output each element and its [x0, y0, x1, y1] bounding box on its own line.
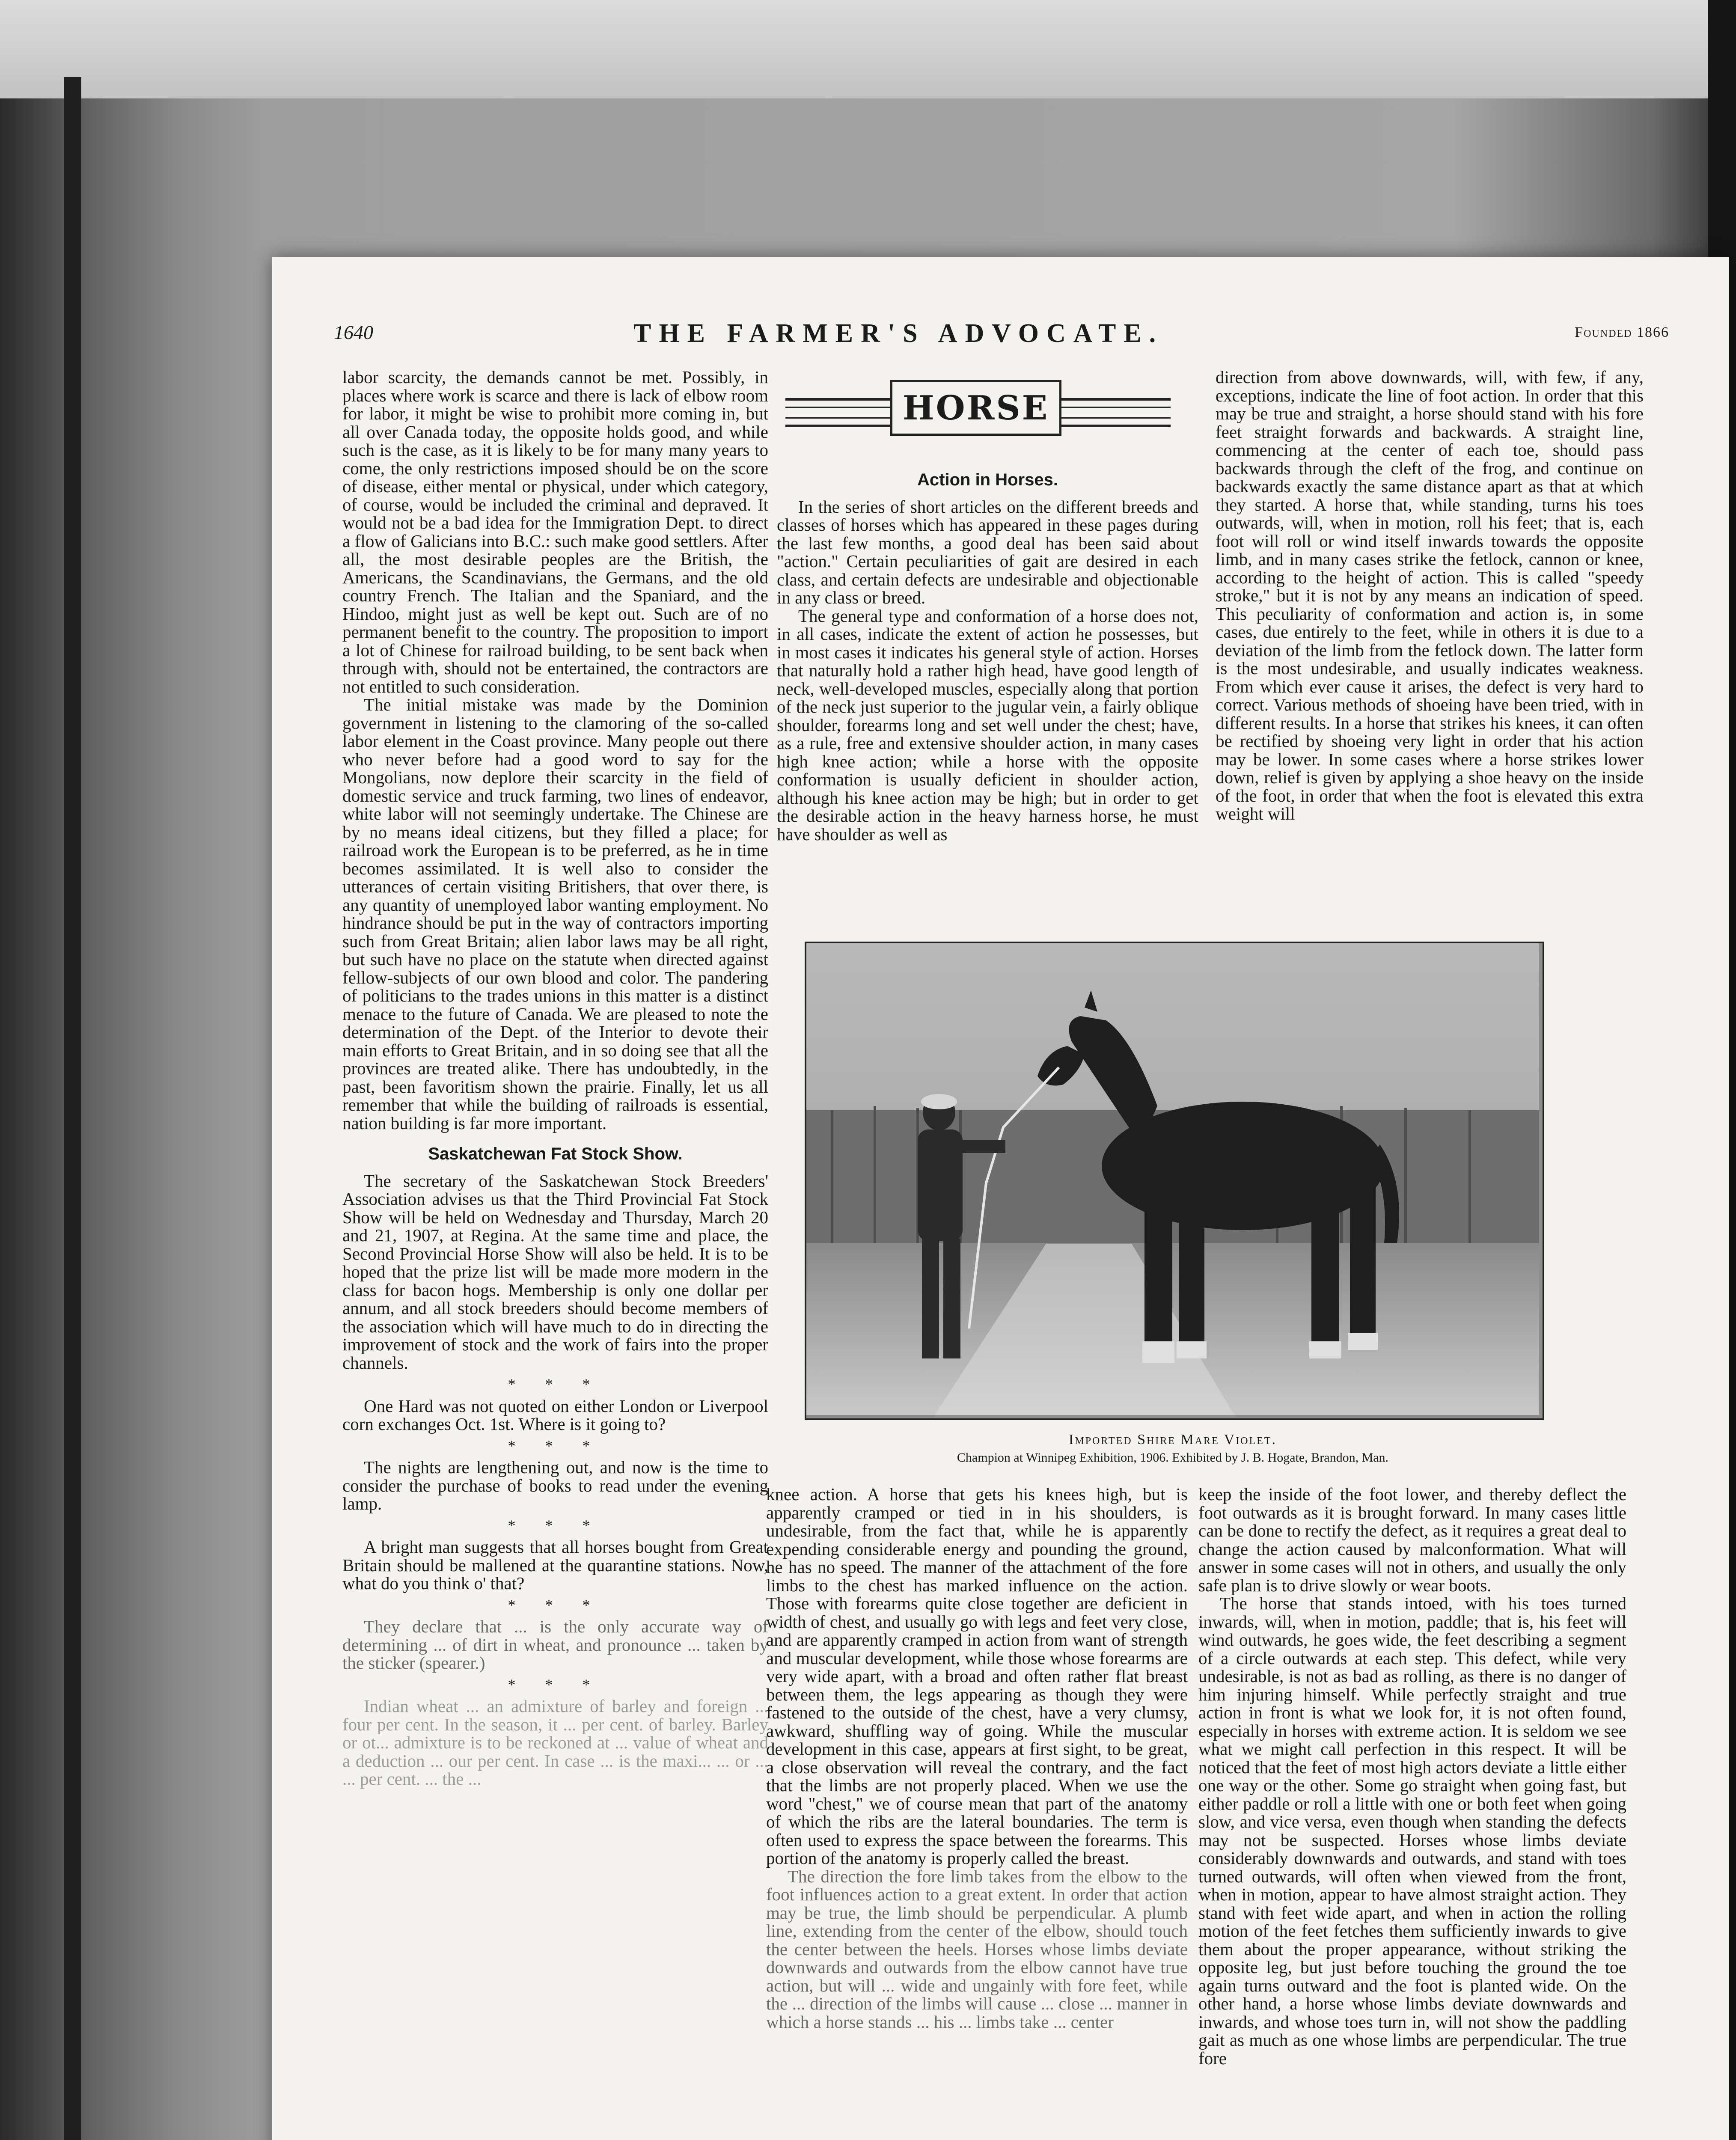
section-banner [785, 372, 1171, 449]
horse-photograph [805, 942, 1544, 1420]
article-heading: Action in Horses. [917, 471, 1058, 489]
separator: * * * [508, 1376, 603, 1393]
caption-title: Imported Shire Mare Violet. [1069, 1432, 1277, 1447]
masthead-title: THE FARMER'S ADVOCATE. [633, 319, 1164, 348]
running-head [334, 321, 1669, 360]
column-middle-bottom [766, 1485, 1188, 2140]
news-note: Indian wheat ... an admixture of barley and foreign ... four per cent. In the season, it ... per cent. of barley. Barley or ot... admixture is to be reckoned at ... value of wheat and a deduction ... our per cent. In case ... is the maxi... ... or ... ... per cent. ... the ... [342, 1696, 768, 1789]
column-middle-top [777, 471, 1198, 924]
article-paragraph: In the series of short articles on the different breeds and classes of horses which has appeared in these pages during the last few months, a good deal has been said about "action." Certain peculiarities of gait are desired in each class, and certain defects are undesirable and objectionable in any class or breed. [777, 496, 1198, 607]
scan-top-margin [0, 0, 1736, 98]
news-note: One Hard was not quoted on either London or Liverpool corn exchanges Oct. 1st. Where is it going to? [342, 1396, 768, 1434]
founded-year: Founded 1866 [1575, 324, 1669, 340]
news-note: A bright man suggests that all horses bought from Great Britain should be mallened at the quarantine stations. Now, what do you think o' that? [342, 1537, 768, 1593]
column-right-top [1216, 368, 1644, 924]
article-paragraph: labor scarcity, the demands cannot be met. Possibly, in places where work is scarce and there is lack of elbow room for labor, it might be wise to prohibit more coming in, but all over Canada today, the opposite holds good, and while such is the case, as it is likely to be for many many years to come, the only restrictions imposed should be on the score of disease, either mental or physical, under which category, of course, would be included the criminal and depraved. It would not be a bad idea for the Immigration Dept. to direct a flow of Galicians into B.C.: such make good settlers. After all, the most desirable peoples are the British, the Americans, the Scandinavians, the Germans, and the old country French. The Italian and the Spaniard, and the Hindoo, might just as well be kept out. Such are of no permanent benefit to the country. The proposition to import a lot of Chinese for railroad building, to be sent back when through with, should not be entertained, the contractors are not entitled to such consideration. [342, 368, 768, 696]
article-paragraph: The horse that stands intoed, with his toes turned inwards, will, when in motion, paddle; that is, his feet will wind outwards, he goes wide, the feet describing a segment of a circle outwards at each step. This defect, while very undesirable, is not as bad as rolling, as there is no danger of him injuring himself. While perfectly straight and true action in front is what we look for, it is not often found, especially in horses with extreme action. It is seldom we see what we might call perfection in this respect. It will be noticed that the feet of most high actors deviate a little either one way or the other. Some go straight when going fast, but either paddle or roll a little with one or both feet when going slow, and vice versa, even though when standing the defects may not be suspected. Horses whose limbs deviate considerably downwards and outwards, and stand with toes turned outwards, will often when viewed from the front, when in motion, appear to have almost straight action. They stand with feet wide apart, and when in action the rolling motion of the feet fetches them sufficiently inwards to give them about the proper appearance, without striking the opposite leg, but just before touching the ground the toe again turns outward and the foot is planted wide. On the other hand, a horse whose limbs deviate downwards and inwards, and whose toes turn in, will not show the paddling gait as much as one whose limbs are perpendicular. The true fore [1198, 1593, 1626, 2068]
news-note: They declare that ... is the only accurate way of determining ... of dirt in wheat, and pronounce ... taken by the sticker (spearer.) [342, 1617, 768, 1673]
column-left [342, 368, 768, 2140]
article-paragraph: The direction the fore limb takes from the elbow to the foot influences action to a great extent. In order that action may be true, the limb should be perpendicular. A plumb line, extending from the center of the elbow, should touch the center between the heels. Horses whose limbs deviate downwards and outwards from the elbow cannot have true action, but will ... wide and ungainly with fore feet, while the ... direction of the limbs will cause ... close ... manner in which a horse stands ... his ... limbs take ... center [766, 1866, 1188, 2032]
article-paragraph: The general type and conformation of a horse does not, in all cases, indicate the extent of action he possesses, but in most cases it indicates his general style of action. Horses that naturally hold a rather high head, have good length of neck, well-developed muscles, especially along that portion of the neck just superior to the jugular vein, a fairly oblique shoulder, forearms long and set well under the chest; have, as a rule, free and extensive shoulder action, in many cases high knee action; while a horse with the opposite conformation is usually deficient in shoulder action, although his knee action may be high; but in order to get the desirable action in the heavy harness horse, he must have shoulder as well as [777, 606, 1198, 844]
separator: * * * [508, 1676, 603, 1693]
banner-title: HORSE [890, 380, 1061, 436]
article-paragraph: direction from above downwards, will, with few, if any, exceptions, indicate the line of foot action. In order that this may be true and straight, a horse should stand with his fore feet straight forwards and backwards. A straight line, commencing at the center of each toe, should pass backwards through the cleft of the frog, and continue on backwards exactly the same distance apart as that at which they started. A horse that, while standing, turns his toes outwards, will, when in motion, roll his feet; that is, each foot will roll or wind itself inwards towards the opposite limb, and in many cases strike the fetlock, cannon or knee, according to the height of action. This is called "speedy stroke," but it is not by any means an indication of speed. This peculiarity of conformation and action is, in some cases, due entirely to the feet, while in others it is due to a deviation of the limb from the fetlock down. The latter form is the most undesirable, and usually indicates weakness. From which ever cause it arises, the defect is very hard to correct. Various methods of shoeing have been tried, with in different results. In a horse that strikes his knees, it can often be rectified by shoeing very light in order that his action may be lower. In some cases where a horse strikes lower down, relief is given by applying a shoe heavy on the inside of the foot, in order that when the foot is elevated this extra weight will [1216, 368, 1644, 823]
section-heading: Saskatchewan Fat Stock Show. [428, 1144, 683, 1163]
horse-photo-illustration [806, 943, 1539, 1415]
film-edge-left [64, 77, 81, 2140]
news-note: The nights are lengthening out, and now is the time to consider the purchase of books to read under the evening lamp. [342, 1457, 768, 1513]
article-paragraph: The initial mistake was made by the Dominion government in listening to the clamoring of the so-called labor element in the Coast province. Many people out there who never before had a good word to say for the Mongolians, now deplore their scarcity in the field of domestic service and truck farming, two lines of endeavor, white labor will not seemingly undertake. The Chinese are by no means ideal citizens, but they filled a place; for railroad work the European is to be preferred, as he in time becomes assimilated. It is well also to consider the utterances of certain visiting Britishers, that over there, is any quantity of unemployed labor wanting employment. No hindrance should be put in the way of contractors importing such from Great Britain; alien labor laws may be all right, but such have no place on the statute when directed against fellow-subjects of our own blood and color. The pandering of politicians to the trades unions in this matter is a distinct menace to the future of Canada. We are pleased to note the determination of the Dept. of the Interior to devote their main efforts to Great Britain, and in so doing see that all the provinces are treated alike. There has undoubtedly, in the past, been favoritism shown the prairie. Finally, let us all remember that while the building of railroads is essential, nation building is far more important. [342, 695, 768, 1133]
separator: * * * [508, 1437, 603, 1454]
column-right-bottom [1198, 1485, 1626, 2140]
photo-caption [805, 1432, 1541, 1465]
separator: * * * [508, 1516, 603, 1534]
caption-subtitle: Champion at Winnipeg Exhibition, 1906. Exhibited by J. B. Hogate, Brandon, Man. [957, 1450, 1389, 1465]
separator: * * * [508, 1596, 603, 1614]
article-paragraph: knee action. A horse that gets his knees high, but is apparently cramped or tied in in his shoulders, is undesirable, from the fact that, while he is apparently expending considerable energy and pounding the ground, he has no speed. The manner of the attachment of the fore limbs to the chest has marked influence on the action. Those with forearms quite close together are deficient in width of chest, and usually go with legs and feet very close, and are apparently cramped in action from want of strength and muscular development, while those whose forearms are very wide apart, with a broad and often rather flat breast between them, the legs appearing as though they were fastened to the outside of the chest, have a very clumsy, awkward, shuffling way of going. While the muscular development in this case, appears at first sight, to be great, a close observation will reveal the contrary, and the fact that the limbs are not properly placed. When we use the word "chest," we of course mean that part of the anatomy of which the ribs are the lateral boundaries. The term is often used to express the space between the forearms. This portion of the anatomy is properly called the breast. [766, 1485, 1188, 1868]
page-number: 1640 [334, 321, 373, 343]
article-paragraph: keep the inside of the foot lower, and thereby deflect the foot outwards as it is brought forward. In many cases little can be done to rectify the defect, as it requires a great deal to change the action caused by malconformation. What will answer in some cases will not in others, and usually the only safe plan is to drive slowly or wear boots. [1198, 1485, 1626, 1595]
article-paragraph: The secretary of the Saskatchewan Stock Breeders' Association advises us that the Third Provincial Fat Stock Show will be held on Wednesday and Thursday, March 20 and 21, 1907, at Regina. At the same time and place, the Second Provincial Horse Show will also be held. It is to be hoped that the prize list will be made more modern in the class for bacon hogs. Membership is only one dollar per annum, and all stock breeders should become members of the association which will have much to do in directing the improvement of stock and the work of fairs into the proper channels. [342, 1171, 768, 1373]
